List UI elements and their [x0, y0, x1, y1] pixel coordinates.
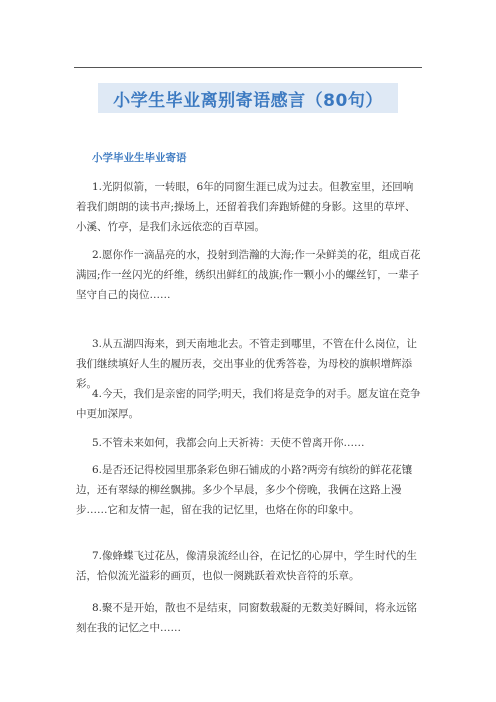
paragraph-8: 8.聚不是开始，散也不是结束，同窗数载凝的无数美好瞬间，将永远铭刻在我的记忆之中…… [76, 602, 418, 634]
paragraph-3: 3.从五湖四海来，到天南地北去。不管走到哪里，不管在什么岗位，让我们继续填好人生的履历表，交出事业的优秀答卷，为母校的旗帜增辉添彩。 [76, 338, 418, 390]
paragraph-1: 1.光阴似箭，一转眼，6年的同窗生涯已成为过去。但教室里，还回响着我们朗朗的读书声;操场上，还留着我们奔跑矫健的身影。这里的草坪、小溪、竹亭，是我们永远依恋的百草园。 [76, 181, 416, 233]
paragraph-4: 4.今天，我们是亲密的同学;明天，我们将是竞争的对手。愿友谊在竞争中更加深厚。 [76, 388, 421, 420]
header-rule [74, 67, 422, 68]
section-subtitle: 小学毕业生毕业寄语 [92, 152, 187, 164]
paragraph-6: 6.是否还记得校园里那条彩色卵石铺成的小路?两旁有缤纷的鲜花花镶边，还有翠绿的柳丝飘拂。多少个早晨，多少个傍晚，我俩在这路上漫步……它和友情一起，留在我的记忆里，也烙在你的印象中。 [76, 464, 413, 516]
document-title: 小学生毕业离别寄语感言（80句） [113, 90, 383, 111]
paragraph-5: 5.不管未来如何，我都会向上天祈祷：天使不曾离开你…… [92, 437, 365, 449]
paragraph-7: 7.像蜂蝶飞过花丛，像清泉流经山谷，在记忆的心屏中，学生时代的生活，恰似流光溢彩的画页，也似一阕跳跃着欢快音符的乐章。 [76, 550, 418, 582]
title-banner [98, 83, 398, 113]
paragraph-2: 2.愿你作一滴晶亮的水，投射到浩瀚的大海;作一朵鲜美的花，组成百花满园;作一丝闪光的纤维，绣织出鲜红的战旗;作一颗小小的螺丝钉，一辈子坚守自己的岗位…… [76, 249, 421, 301]
